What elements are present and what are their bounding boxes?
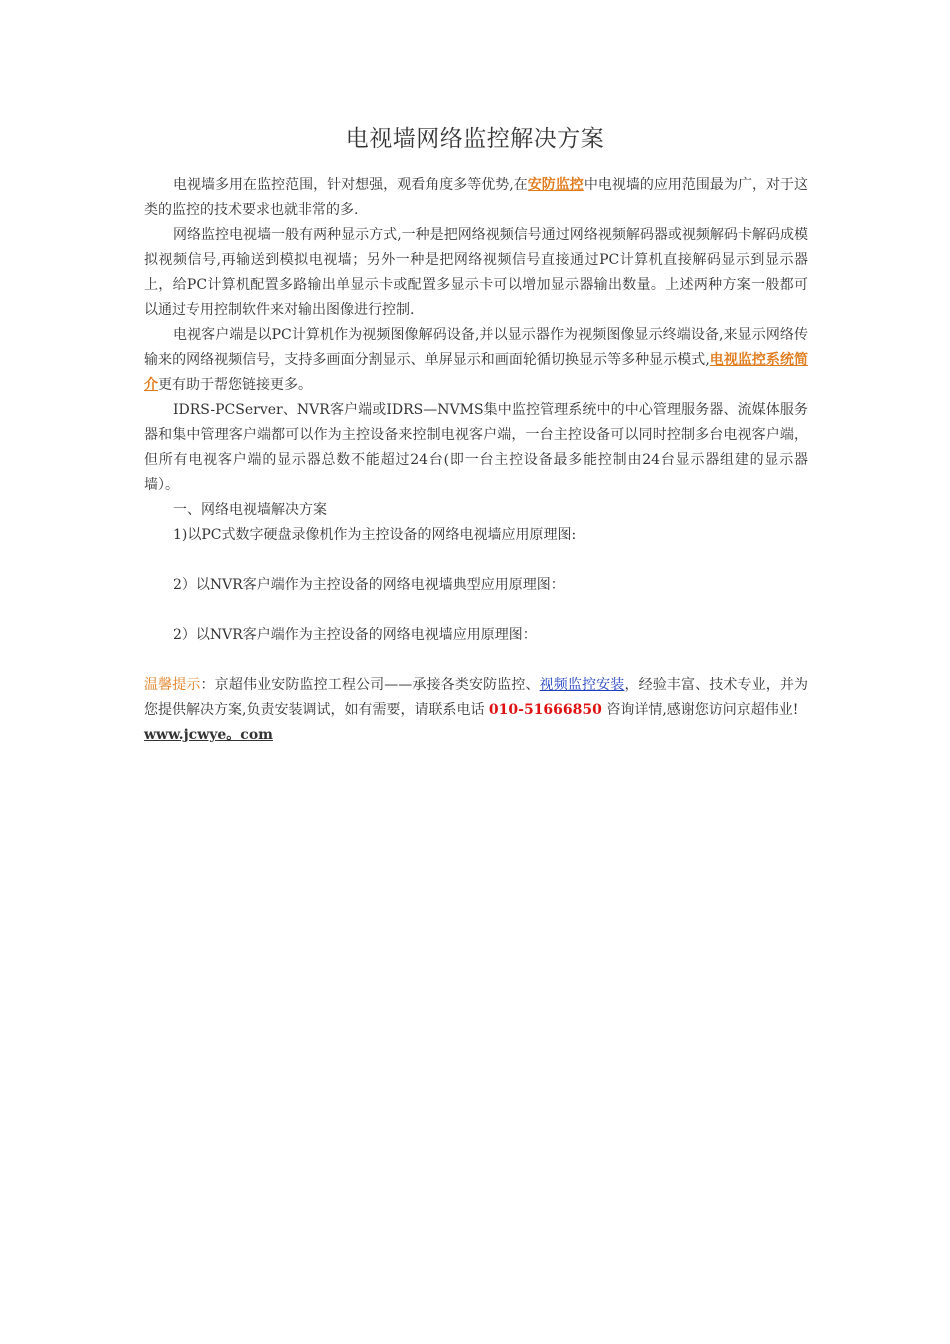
paragraph-intro: [144, 173, 808, 223]
tip-paragraph: [144, 673, 808, 748]
list-item-3: 2）以NVR客户端作为主控设备的网络电视墙应用原理图：: [173, 627, 537, 643]
paragraph-text: 电视墙多用在监控范围，针对想强，观看角度多等优势,在: [173, 177, 528, 193]
link-tv-monitoring-intro[interactable]: 电视监控系统简介: [144, 352, 808, 393]
tip-text: ：京超伟业安防监控工程公司——承接各类安防监控、: [200, 677, 540, 693]
tip-text: ，经验丰富、技术专业，并为您提供解决方案,负责安装调试，如有需要，请联系电话: [144, 677, 809, 718]
section-heading: 一、网络电视墙解决方案: [173, 502, 327, 518]
document-title: 电视墙网络监控解决方案: [345, 126, 605, 152]
paragraph-text: 中电视墙的应用范围最为广，对于这类的监控的技术要求也就非常的多.: [144, 177, 809, 218]
tip-label: 温馨提示: [144, 677, 201, 693]
link-security-monitoring[interactable]: 安防监控: [527, 177, 584, 193]
phone-number: 010-51666850: [488, 702, 602, 718]
spacer: [144, 548, 808, 573]
list-item-2: 2）以NVR客户端作为主控设备的网络电视墙典型应用原理图：: [173, 577, 565, 593]
spacer: [144, 598, 808, 623]
spacer: [144, 648, 808, 673]
paragraph-display-modes: 网络监控电视墙一般有两种显示方式,一种是把网络视频信号通过网络视频解码器或视频解码卡解码成模拟视频信号,再输送到模拟电视墙；另外一种是把网络视频信号直接通过PC计算机直接解码显示到显示器上，给PC计算机配置多路输出单显示卡或配置多显示卡可以增加显示器输出数量。上述两种方案一般都可以通过专用控制软件来对输出图像进行控制.: [144, 227, 808, 318]
paragraph-text: 电视客户端是以PC计算机作为视频图像解码设备,并以显示器作为视频图像显示终端设备,来显示网络传输来的网络视频信号，支持多画面分割显示、单屏显示和画面轮循切换显示等多种显示模式,: [144, 327, 808, 368]
document-body: [144, 173, 808, 748]
link-video-install[interactable]: 视频监控安装: [539, 677, 625, 693]
paragraph-text: 更有助于帮您链接更多。: [158, 377, 312, 393]
paragraph-servers: IDRS-PCServer、NVR客户端或IDRS—NVMS集中监控管理系统中的中心管理服务器、流媒体服务器和集中管理客户端都可以作为主控设备来控制电视客户端，一台主控设备可以同时控制多台电视客户端，但所有电视客户端的显示器总数不能超过24台(即一台主控设备最多能控制由24台显示器组建的显示器墙）。: [144, 402, 808, 493]
website-link[interactable]: www.jcwye。com: [144, 727, 273, 743]
list-item-1: 1)以PC式数字硬盘录像机作为主控设备的网络电视墙应用原理图:: [173, 527, 577, 543]
tip-text: 咨询详情,感谢您访问京超伟业!: [601, 702, 799, 718]
paragraph-client: [144, 323, 808, 398]
